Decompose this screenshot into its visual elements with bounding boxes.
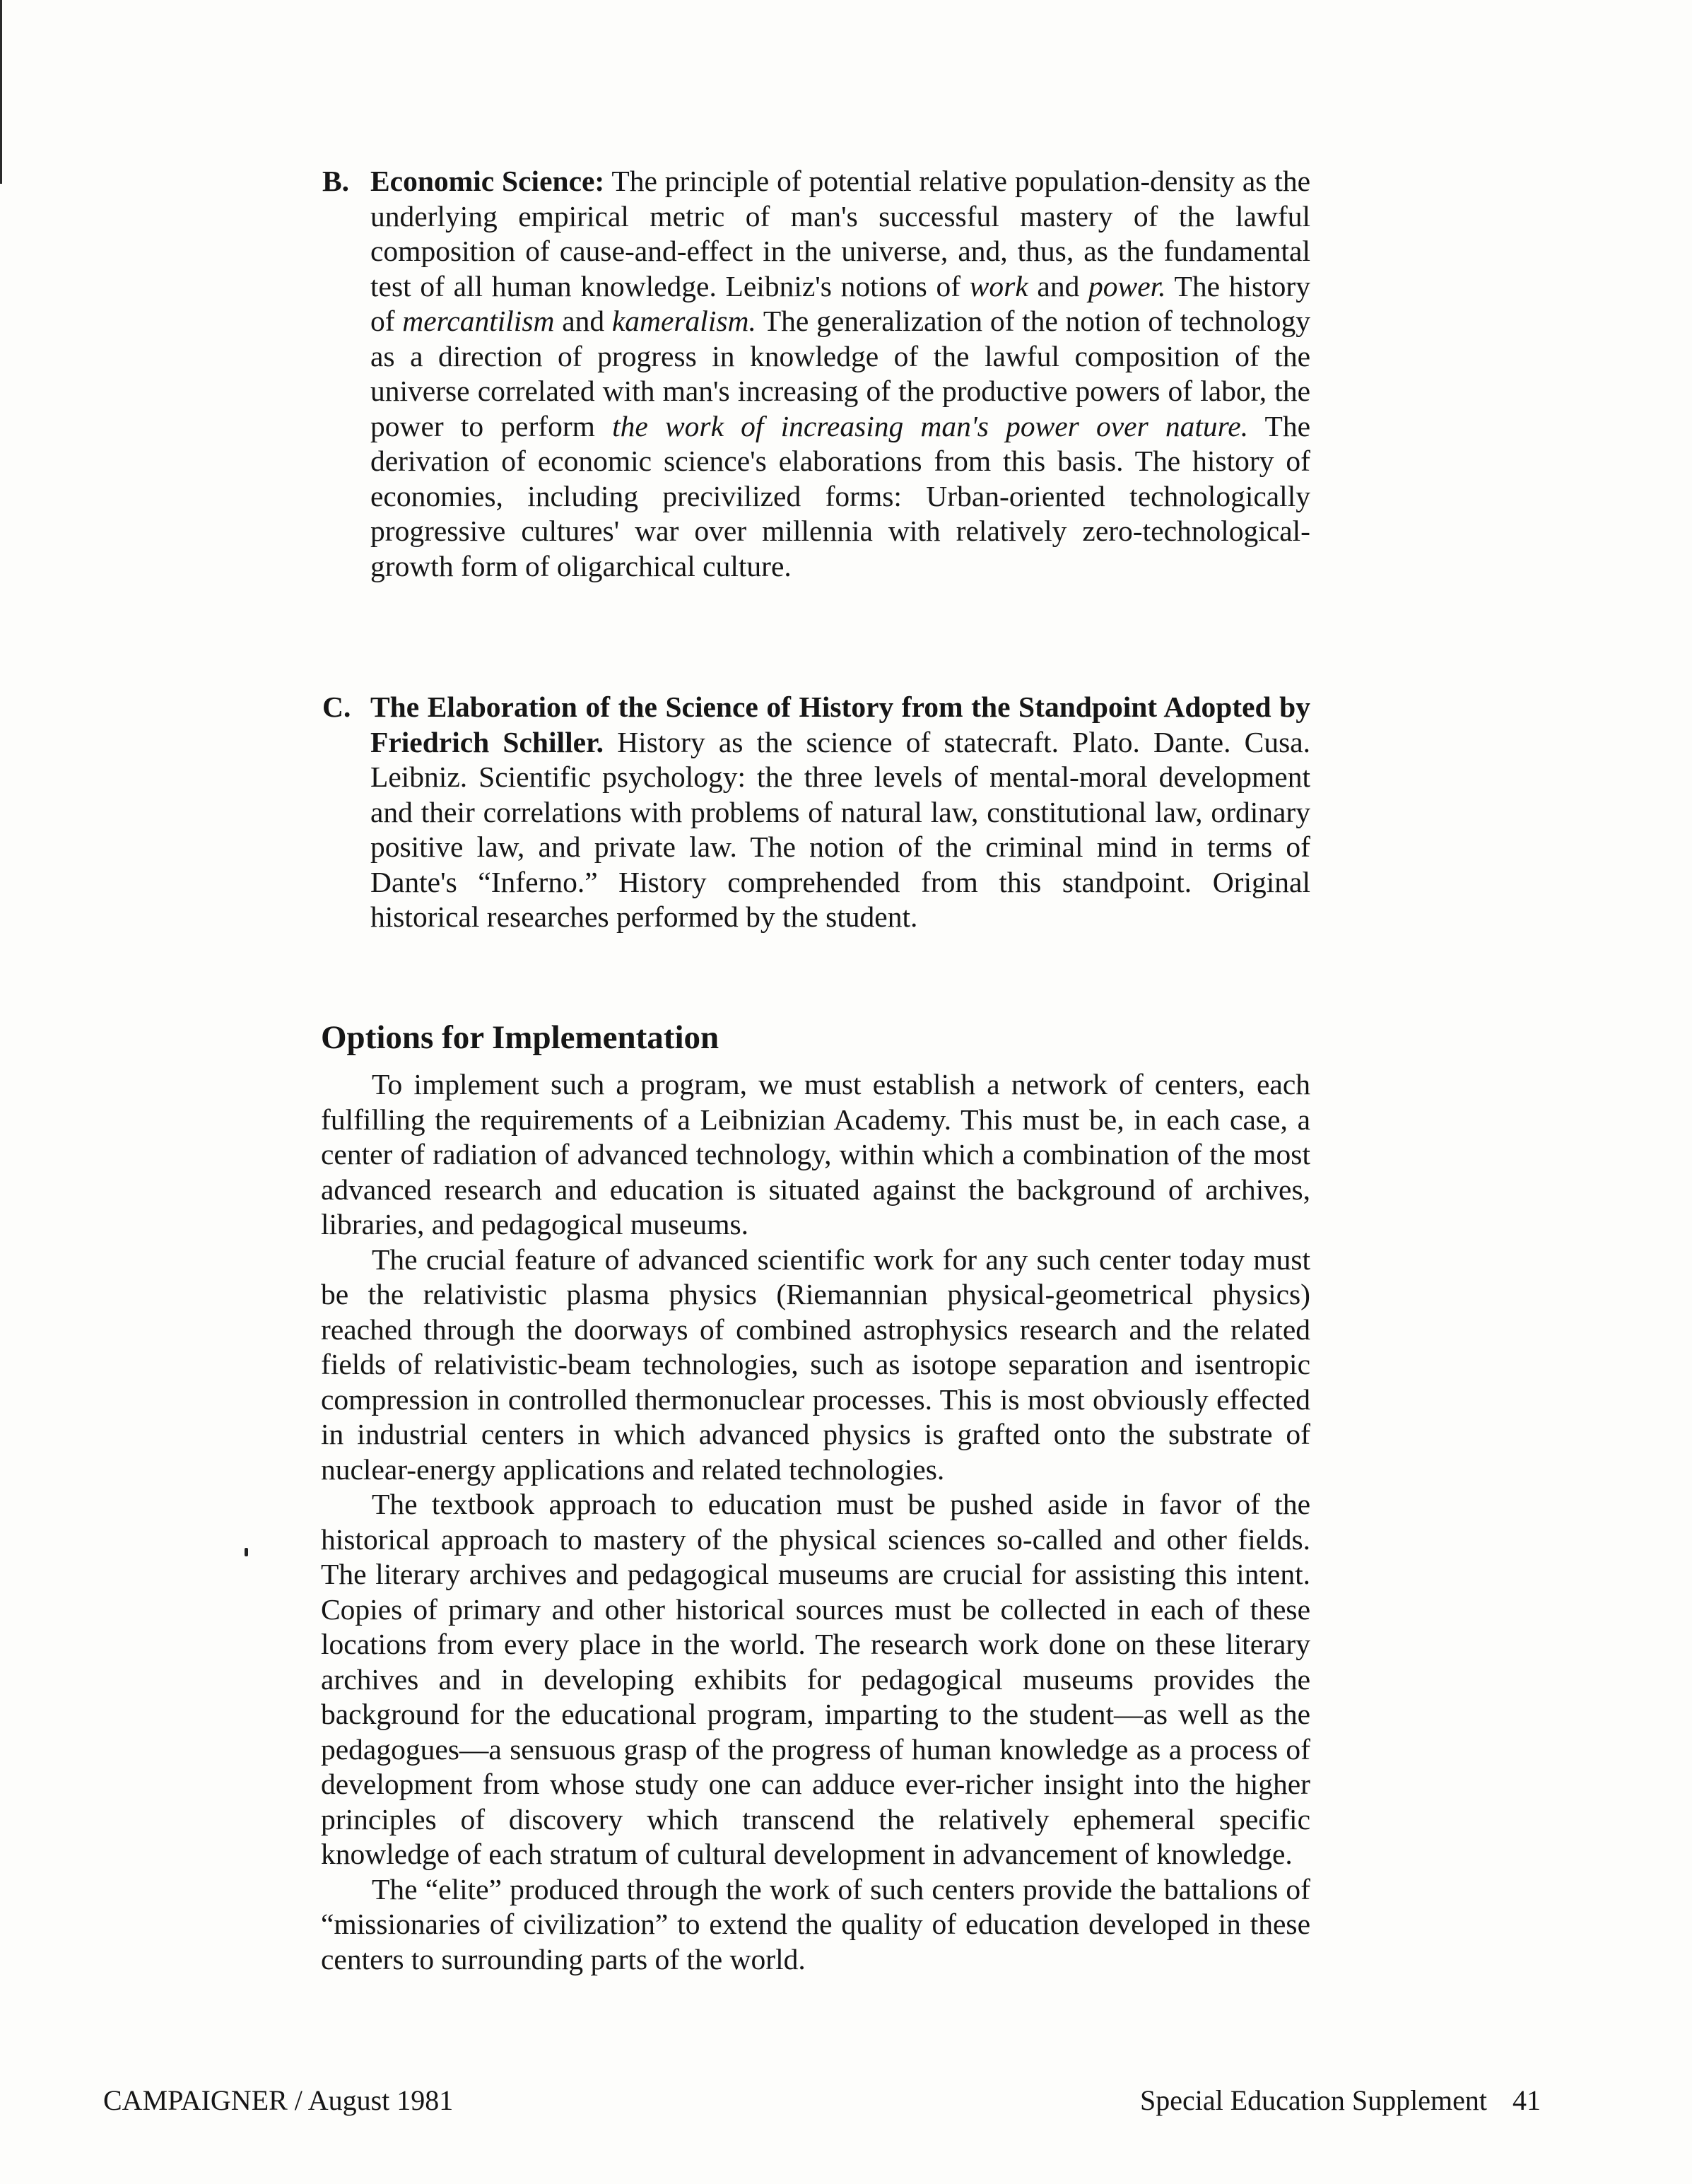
section-b-emphasis-mercantilism: mercantilism xyxy=(402,305,555,337)
section-b-emphasis-work-of-increasing: the work of increasing man's power over nature. xyxy=(612,409,1249,442)
section-b-marker: B. xyxy=(322,165,350,197)
section-c-title: The Elaboration of the Science of History from the Standpoint Adopted by Friedrich Schiller. xyxy=(370,691,1310,758)
section-c-marker: C. xyxy=(322,691,351,723)
page-number: 41 xyxy=(1512,2084,1541,2116)
body-text xyxy=(321,1067,1310,1977)
footer-supplement: Special Education Supplement xyxy=(1140,2084,1487,2116)
section-b-text-1: The principle of potential relative population-density as the underlying empirical metric of man's successful mastery of the lawful composition of cause-and-effect in the universe, and, thus, as the fundamental test of all human knowledge. Leibniz's notions of xyxy=(370,165,1311,303)
section-b-title: Economic Science: xyxy=(370,165,605,197)
footer-right xyxy=(1140,2084,1541,2117)
section-b-text-2: and xyxy=(1028,269,1089,303)
section-b-emphasis-kameralism: kameralism. xyxy=(611,305,756,337)
paragraph: The crucial feature of advanced scientific work for any such center today must be the relativistic plasma physics (Riemannian physical-geometrical physics) reached through the doorways of combined astrophysics research and the related fields of relativistic-beam technologies, such as isotope separation and isentropic compression in controlled thermonuclear processes. This is most obviously effected in industrial centers in which advanced physics is grafted onto the substrate of nuclear-energy applications and related technologies. xyxy=(321,1243,1310,1486)
page-edge-line xyxy=(0,0,2,184)
section-b-emphasis-power: power. xyxy=(1088,269,1166,303)
section-b-emphasis-work: work xyxy=(969,269,1028,303)
section-b-text-3: The history of xyxy=(370,269,1310,337)
paragraph: The “elite” produced through the work of such centers provide the battalions of “missionaries of civilization” to extend the quality of education developed in these centers to surrounding parts of the world. xyxy=(321,1872,1310,1975)
margin-speck xyxy=(245,1548,248,1556)
section-b xyxy=(322,164,1311,584)
paragraph: The textbook approach to education must be pushed aside in favor of the historical approach to mastery of the physical sciences so-called and other fields. The literary archives and pedagogical museums are crucial for assisting this intent. Copies of primary and other historical sources must be collected in each of these locations from every place in the world. The research work done on these literary archives and in developing exhibits for pedagogical museums provides the background for the educational program, imparting to the student—as well as the pedagogues—a sensuous grasp of the progress of human knowledge as a process of development from whose study one can adduce ever-richer insight into the higher principles of discovery which transcend the relatively ephemeral specific knowledge of each stratum of cultural development in advancement of knowledge. xyxy=(321,1488,1310,1870)
section-b-text-4: and xyxy=(554,305,612,337)
section-heading: Options for Implementation xyxy=(321,1019,719,1056)
paragraph: To implement such a program, we must establish a network of centers, each fulfilling the requirements of a Leibnizian Academy. This must be, in each case, a center of radiation of advanced technology, within which a combination of the most advanced research and education is situated against the background of archives, libraries, and pedagogical museums. xyxy=(321,1068,1310,1240)
section-b-text-5: The generalization of the notion of technology as a direction of progress in knowledge of the lawful composition of the universe correlated with man's increasing of the productive powers of labor, the power to perform xyxy=(370,305,1311,442)
footer-publication: CAMPAIGNER / August 1981 xyxy=(103,2084,454,2116)
section-b-text-6: The derivation of economic science's elaborations from this basis. The history of economies, including precivilized forms: Urban-oriented technologically progressive cultures' war over millennia with relatively zero-technological-growth form of oligarchical culture. xyxy=(370,409,1311,582)
section-c-text: History as the science of statecraft. Plato. Dante. Cusa. Leibniz. Scientific psychology: the three levels of mental-moral development and their correlations with problems of natural law, constitutional law, ordinary positive law, and private law. The notion of the criminal mind in terms of Dante's “Inferno.” History comprehended from this standpoint. Original historical researches performed by the student. xyxy=(370,725,1311,933)
section-c xyxy=(322,690,1311,935)
